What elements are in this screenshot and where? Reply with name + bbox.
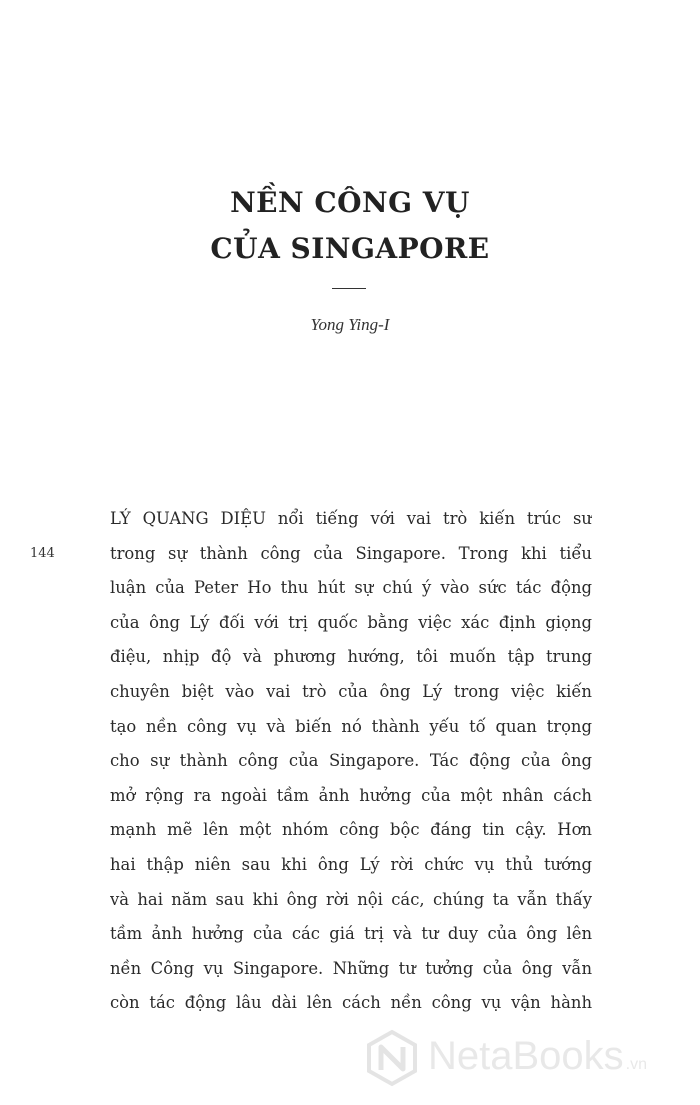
body-line: LÝ QUANG DIỆU nổi tiếng với vai trò kiến trúc sư: [110, 509, 592, 528]
body-line: điệu, nhịp độ và phương hướng, tôi muốn tập trung: [110, 647, 592, 667]
chapter-author: Yong Ying-I: [310, 315, 390, 334]
chapter-title-line-1: NỀN CÔNG VỤ: [230, 186, 470, 219]
watermark-name: NetaBooks: [428, 1034, 624, 1078]
body-line: tầm ảnh hưởng của các giá trị và tư duy của ông lên: [110, 924, 592, 944]
watermark-text: [428, 1034, 647, 1079]
chapter-title-line-2: CỦA SINGAPORE: [210, 232, 490, 265]
body-line: mạnh mẽ lên một nhóm công bộc đáng tin cậy. Hơn: [110, 820, 592, 840]
body-line: luận của Peter Ho thu hút sự chú ý vào sức tác động: [110, 578, 592, 598]
body-line: tạo nền công vụ và biến nó thành yếu tố quan trọng: [110, 716, 592, 736]
watermark: [362, 1028, 692, 1088]
page-number: 144: [30, 546, 55, 561]
body-line: cho sự thành công của Singapore. Tác động của ông: [110, 751, 592, 771]
body-paragraph: [110, 502, 592, 1021]
body-line: nền Công vụ Singapore. Những tư tưởng của ông vẫn: [110, 958, 592, 978]
title-divider: [332, 288, 366, 289]
body-line: của ông Lý đối với trị quốc bằng việc xác định giọng: [110, 612, 592, 632]
watermark-tld: .vn: [625, 1056, 648, 1073]
body-line: hai thập niên sau khi ông Lý rời chức vụ thủ tướng: [110, 854, 592, 874]
body-line: và hai năm sau khi ông rời nội các, chúng ta vẫn thấy: [110, 889, 592, 909]
body-line: trong sự thành công của Singapore. Trong khi tiểu: [110, 543, 592, 563]
chapter-title: [0, 180, 700, 272]
body-line: mở rộng ra ngoài tầm ảnh hưởng của một nhân cách: [110, 785, 592, 805]
body-line: còn tác động lâu dài lên cách nền công vụ vận hành: [110, 993, 592, 1013]
body-line: chuyên biệt vào vai trò của ông Lý trong việc kiến: [110, 681, 592, 701]
netabooks-logo-icon: [362, 1028, 422, 1088]
